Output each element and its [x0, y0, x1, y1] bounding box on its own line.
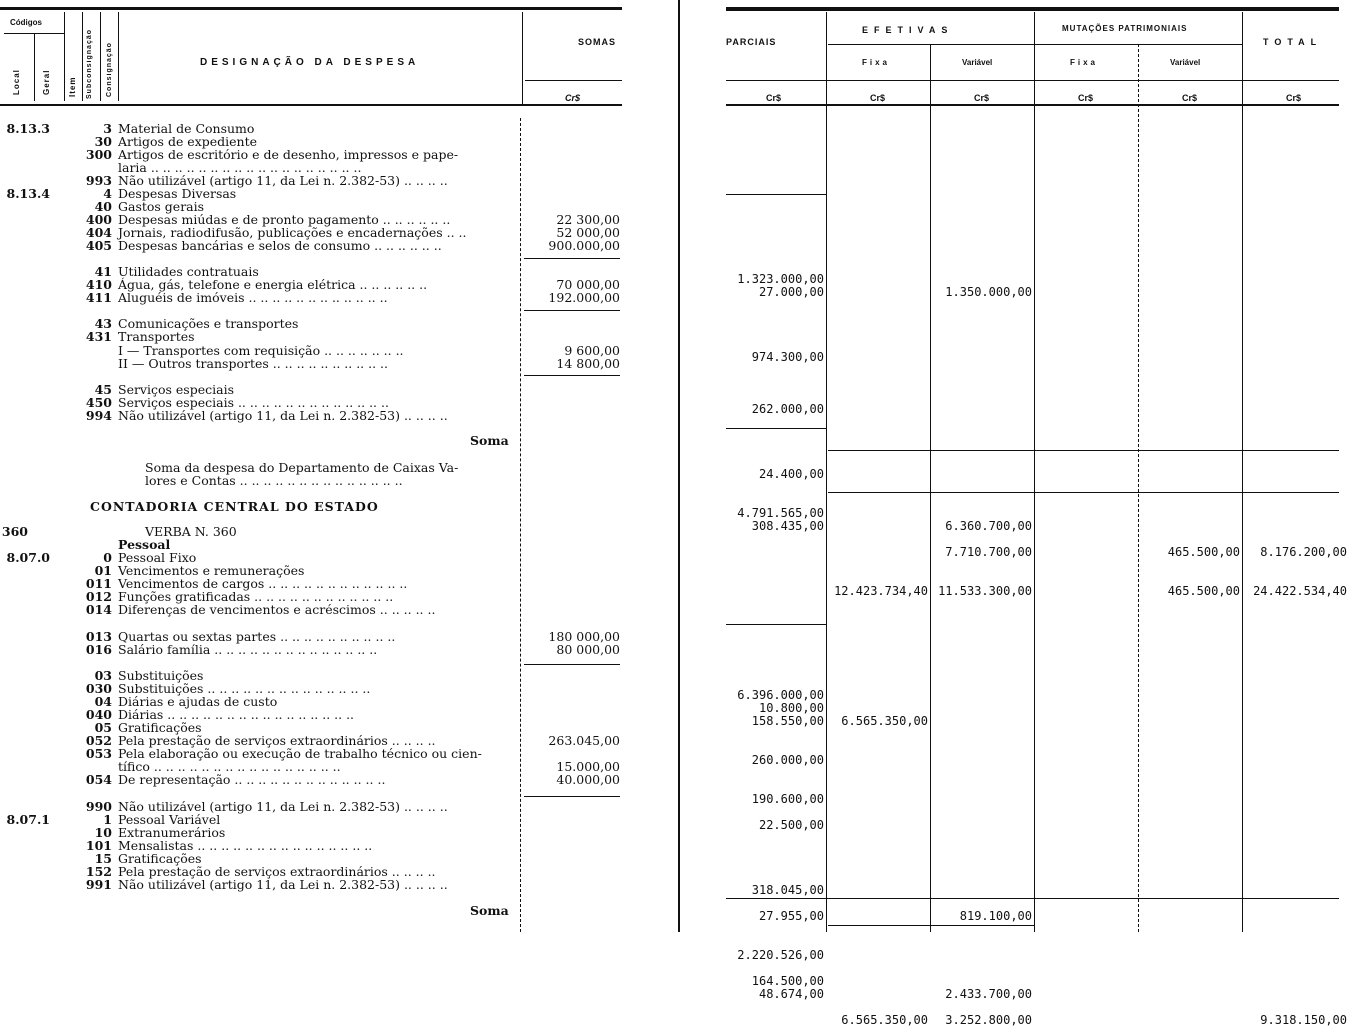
row-description: Pela elaboração ou execução de trabalho técnico ou cien- [118, 746, 482, 761]
header-bottom-rule [0, 104, 622, 106]
amount-parciais: 308.435,00 [751, 519, 824, 533]
amount-ef_var: 1.350.000,00 [945, 285, 1032, 299]
row-item: 012 [85, 589, 112, 604]
row-soma: 14 800,00 [556, 356, 620, 371]
row-description: Soma [470, 903, 509, 918]
efetivas-header: EFETIVAS [862, 25, 954, 35]
expense-row [0, 643, 640, 656]
expense-row [0, 878, 640, 891]
row-item: 40 [94, 199, 112, 214]
row-description: Despesas miúdas e de pronto pagamento .. .. .. .. .. .. [118, 212, 451, 227]
row-code: 8.07.1 [6, 812, 50, 827]
row-item: 10 [94, 825, 112, 840]
row-item: 45 [94, 382, 112, 397]
row-description: II — Outros transportes .. .. .. .. .. .. .. .. .. .. [118, 356, 388, 371]
row-item: 300 [85, 147, 112, 162]
row-description: Gratificações [118, 851, 202, 866]
amount-parciais: 48.674,00 [758, 987, 824, 1001]
row-item: 054 [85, 772, 112, 787]
right-page [700, 0, 1349, 1027]
efetivas-fixa-header: Fixa [862, 58, 891, 67]
expense-row [0, 500, 640, 513]
expense-row [0, 603, 640, 616]
row-description: Vencimentos de cargos .. .. .. .. .. .. .. .. .. .. .. .. [118, 576, 408, 591]
row-description: CONTADORIA CENTRAL DO ESTADO [90, 499, 379, 514]
mutacoes-fixa-header: Fixa [1070, 58, 1099, 67]
mutacoes-variavel-header: Variável [1170, 58, 1201, 67]
codigos-label: Códigos [10, 18, 42, 27]
row-description: Gratificações [118, 720, 202, 735]
row-item: 05 [94, 720, 112, 735]
row-description: Artigos de expediente [118, 134, 258, 149]
row-description: Pela prestação de serviços extraordinários .. .. .. .. [118, 733, 436, 748]
row-item: 404 [85, 225, 112, 240]
row-description: Diferenças de vencimentos e acréscimos .. .. .. .. .. [118, 602, 436, 617]
top-rule [0, 7, 622, 10]
row-description: Pessoal Fixo [118, 550, 197, 565]
row-item: 30 [94, 134, 112, 149]
row-description: Extranumerários [118, 825, 226, 840]
expense-row [0, 357, 640, 370]
row-description: De representação .. .. .. .. .. .. .. .. .. .. .. .. .. [118, 772, 386, 787]
header-bottom-rule-right [726, 104, 1339, 106]
row-description: laria .. .. .. .. .. .. .. .. .. .. .. .. .. .. .. .. .. .. [118, 160, 362, 175]
amount-parciais: 260.000,00 [751, 753, 824, 767]
row-soma: 40.000,00 [556, 772, 620, 787]
row-item: 993 [85, 173, 112, 188]
amount-parciais: 2.220.526,00 [737, 948, 824, 962]
row-description: Aluguéis de imóveis .. .. .. .. .. .. .. .. .. .. .. .. [118, 290, 388, 305]
expense-row [0, 330, 640, 343]
cr-mut-var: Cr$ [1182, 93, 1198, 103]
amount-ef_var: 11.533.300,00 [938, 584, 1032, 598]
parciais-header: PARCIAIS [726, 37, 777, 47]
row-item: 3 [103, 121, 112, 136]
amount-ef_fixa: 12.423.734,40 [834, 584, 928, 598]
row-code: 8.13.4 [6, 186, 50, 201]
cr-mut-fixa: Cr$ [1078, 93, 1094, 103]
row-soma: 70 000,00 [556, 277, 620, 292]
somas-header: SOMAS [578, 37, 617, 47]
row-description: Vencimentos e remunerações [118, 563, 305, 578]
amount-parciais: 164.500,00 [751, 974, 824, 988]
row-description: Despesas Diversas [118, 186, 237, 201]
row-item: 1 [103, 812, 112, 827]
row-item: 016 [85, 642, 112, 657]
expense-row [0, 904, 640, 917]
row-description: Pessoal [118, 537, 171, 552]
cr-ef-var: Cr$ [974, 93, 990, 103]
row-description: Funções gratificadas .. .. .. .. .. .. .. .. .. .. .. .. [118, 589, 394, 604]
row-description: Água, gás, telefone e energia elétrica .. .. .. .. .. .. [118, 277, 428, 292]
row-description: VERBA N. 360 [145, 524, 237, 539]
row-soma: 900.000,00 [548, 238, 620, 253]
row-description: tífico .. .. .. .. .. .. .. .. .. .. .. .. .. .. .. .. [118, 759, 341, 774]
row-soma: 192.000,00 [548, 290, 620, 305]
row-description: Diárias .. .. .. .. .. .. .. .. .. .. .. .. .. .. .. .. [118, 707, 355, 722]
row-description: Soma [470, 433, 509, 448]
row-item: 405 [85, 238, 112, 253]
row-description: Não utilizável (artigo 11, da Lei n. 2.382-53) .. .. .. .. [118, 799, 448, 814]
expense-row [0, 525, 640, 538]
row-item: 411 [85, 290, 112, 305]
amount-ef_var: 819.100,00 [959, 909, 1032, 923]
row-code: 360 [1, 524, 28, 539]
row-item: 410 [85, 277, 112, 292]
row-description: Diárias e ajudas de custo [118, 694, 278, 709]
row-item: 011 [85, 576, 112, 591]
amount-ef_fixa: 6.565.350,00 [841, 714, 928, 728]
row-description: Salário família .. .. .. .. .. .. .. .. .. .. .. .. .. .. [118, 642, 378, 657]
amount-parciais: 1.323.000,00 [737, 272, 824, 286]
amount-ef_var: 2.433.700,00 [945, 987, 1032, 1001]
row-item: 15 [94, 851, 112, 866]
row-code: 8.07.0 [6, 550, 50, 565]
cr-ef-fixa: Cr$ [870, 93, 886, 103]
row-item: 014 [85, 602, 112, 617]
row-item: 053 [85, 746, 112, 761]
amount-ef_fixa: 6.565.350,00 [841, 1013, 928, 1027]
row-item: 013 [85, 629, 112, 644]
row-item: 0 [103, 550, 112, 565]
amount-mut_var: 465.500,00 [1167, 584, 1240, 598]
amount-parciais: 4.791.565,00 [737, 506, 824, 520]
row-item: 04 [94, 694, 112, 709]
row-description: Quartas ou sextas partes .. .. .. .. .. .. .. .. .. .. [118, 629, 396, 644]
amount-parciais: 6.396.000,00 [737, 688, 824, 702]
total-header: TOTAL [1263, 37, 1323, 47]
amount-parciais: 27.955,00 [758, 909, 824, 923]
row-soma: 52 000,00 [556, 225, 620, 240]
amount-parciais: 262.000,00 [751, 402, 824, 416]
row-description: Não utilizável (artigo 11, da Lei n. 2.382-53) .. .. .. .. [118, 408, 448, 423]
cr-parciais: Cr$ [766, 93, 782, 103]
row-item: 431 [85, 329, 112, 344]
amount-parciais: 27.000,00 [758, 285, 824, 299]
row-soma: 80 000,00 [556, 642, 620, 657]
amount-parciais: 22.500,00 [758, 818, 824, 832]
row-description: Serviços especiais .. .. .. .. .. .. .. .. .. .. .. .. .. [118, 395, 389, 410]
efetivas-variavel-header: Variável [962, 58, 993, 67]
expense-row [0, 538, 640, 551]
row-description: Substituições [118, 668, 204, 683]
amount-parciais: 158.550,00 [751, 714, 824, 728]
row-item: 030 [85, 681, 112, 696]
row-description: Não utilizável (artigo 11, da Lei n. 2.382-53) .. .. .. .. [118, 173, 448, 188]
designacao-header: DESIGNAÇÃO DA DESPESA [200, 57, 420, 68]
subconsignacao-label: Subconsignação [86, 28, 93, 99]
row-description: Não utilizável (artigo 11, da Lei n. 2.382-53) .. .. .. .. [118, 877, 448, 892]
local-label: Local [12, 69, 21, 95]
row-item: 052 [85, 733, 112, 748]
row-description: Serviços especiais [118, 382, 234, 397]
amount-parciais: 10.800,00 [758, 701, 824, 715]
item-label: Item [68, 76, 77, 97]
row-description: Transportes [118, 329, 195, 344]
currency-label: Cr$ [565, 93, 581, 103]
left-page [0, 0, 640, 932]
amount-ef_var: 6.360.700,00 [945, 519, 1032, 533]
row-soma: 15.000,00 [556, 759, 620, 774]
row-description: Jornais, radiodifusão, publicações e encadernações .. .. [118, 225, 467, 240]
row-description: Pela prestação de serviços extraordinários .. .. .. .. [118, 864, 436, 879]
row-soma: 180 000,00 [548, 629, 620, 644]
row-item: 43 [94, 316, 112, 331]
geral-label: Geral [42, 69, 51, 95]
row-item: 400 [85, 212, 112, 227]
mutacoes-header: MUTAÇÕES PATRIMONIAIS [1062, 24, 1188, 33]
row-soma: 263.045,00 [548, 733, 620, 748]
row-item: 994 [85, 408, 112, 423]
amount-total: 8.176.200,00 [1260, 545, 1347, 559]
row-item: 03 [94, 668, 112, 683]
row-item: 450 [85, 395, 112, 410]
cr-total: Cr$ [1286, 93, 1302, 103]
expense-row [0, 409, 640, 422]
row-item: 991 [85, 877, 112, 892]
row-description: Mensalistas .. .. .. .. .. .. .. .. .. .. .. .. .. .. .. [118, 838, 373, 853]
row-description: lores e Contas .. .. .. .. .. .. .. .. .. .. .. .. .. .. [145, 473, 403, 488]
row-description: Soma da despesa do Departamento de Caixas Va- [145, 460, 459, 475]
expense-row [0, 174, 640, 187]
row-item: 01 [94, 563, 112, 578]
page-gutter [678, 0, 680, 932]
row-item: 101 [85, 838, 112, 853]
row-description: Substituições .. .. .. .. .. .. .. .. .. .. .. .. .. .. [118, 681, 371, 696]
expense-row [0, 239, 640, 252]
row-description: Utilidades contratuais [118, 264, 259, 279]
row-item: 41 [94, 264, 112, 279]
amount-total: 9.318.150,00 [1260, 1013, 1347, 1027]
expense-row [0, 434, 640, 447]
amount-ef_var: 7.710.700,00 [945, 545, 1032, 559]
row-description: Gastos gerais [118, 199, 205, 214]
top-rule-right [726, 7, 1339, 11]
row-description: Pessoal Variável [118, 812, 221, 827]
amount-parciais: 190.600,00 [751, 792, 824, 806]
expense-row [0, 291, 640, 304]
amount-parciais: 318.045,00 [751, 883, 824, 897]
amount-total: 24.422.534,40 [1253, 584, 1347, 598]
consignacao-label: Consignação [106, 42, 113, 97]
row-description: Material de Consumo [118, 121, 255, 136]
row-item: 4 [103, 186, 112, 201]
row-description: I — Transportes com requisição .. .. .. .. .. .. .. [118, 343, 404, 358]
expense-row [0, 474, 640, 487]
row-item: 990 [85, 799, 112, 814]
row-soma: 9 600,00 [564, 343, 620, 358]
expense-row [0, 800, 640, 813]
row-code: 8.13.3 [6, 121, 50, 136]
row-description: Artigos de escritório e de desenho, impressos e pape- [118, 147, 459, 162]
amount-parciais: 24.400,00 [758, 467, 824, 481]
amount-ef_var: 3.252.800,00 [945, 1013, 1032, 1027]
row-item: 040 [85, 707, 112, 722]
row-soma: 22 300,00 [556, 212, 620, 227]
row-description: Comunicações e transportes [118, 316, 299, 331]
amount-mut_var: 465.500,00 [1167, 545, 1240, 559]
expense-row [0, 773, 640, 786]
row-item: 152 [85, 864, 112, 879]
row-description: Despesas bancárias e selos de consumo .. .. .. .. .. .. [118, 238, 442, 253]
amount-parciais: 974.300,00 [751, 350, 824, 364]
